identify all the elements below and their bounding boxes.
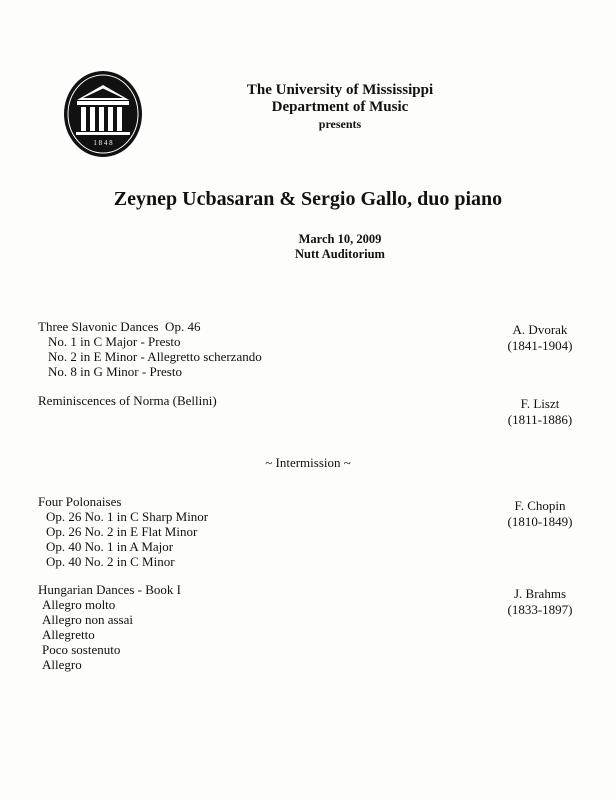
movement: Poco sostenuto xyxy=(42,642,121,657)
movement: Allegro molto xyxy=(42,597,116,612)
movement: Allegro xyxy=(42,657,82,672)
movement: Op. 40 No. 2 in C Minor xyxy=(46,554,175,569)
department-name: Department of Music xyxy=(271,99,409,115)
program-work-chopin xyxy=(38,494,208,569)
work-title: Hungarian Dances - Book I xyxy=(38,582,181,597)
movement: Allegro non assai xyxy=(42,612,133,627)
composer-name: F. Chopin xyxy=(514,498,566,513)
movement: Op. 26 No. 1 in C Sharp Minor xyxy=(46,509,209,524)
university-seal xyxy=(63,70,143,158)
composer-liszt xyxy=(470,396,610,428)
work-title: Reminiscences of Norma (Bellini) xyxy=(38,393,217,408)
program-work-brahms xyxy=(38,582,181,672)
movement: Op. 26 No. 2 in E Flat Minor xyxy=(46,524,198,539)
composer-dates: (1833-1897) xyxy=(507,602,573,617)
program-work-liszt xyxy=(38,393,217,408)
seal-year: 1 8 4 8 xyxy=(93,139,113,147)
composer-dates: (1810-1849) xyxy=(507,514,573,529)
movement: No. 2 in E Minor - Allegretto scherzando xyxy=(48,349,262,364)
program-work-dvorak xyxy=(38,319,262,379)
work-title: Three Slavonic Dances Op. 46 xyxy=(38,319,201,334)
composer-dates: (1811-1886) xyxy=(507,412,573,427)
composer-brahms xyxy=(470,586,610,618)
concert-title: Zeynep Ucbasaran & Sergio Gallo, duo piano xyxy=(113,188,503,210)
composer-dates: (1841-1904) xyxy=(507,338,573,353)
intermission: ~ Intermission ~ xyxy=(265,455,351,470)
composer-dvorak xyxy=(470,322,610,354)
composer-name: J. Brahms xyxy=(514,586,566,601)
movement: Op. 40 No. 1 in A Major xyxy=(46,539,174,554)
work-title: Four Polonaises xyxy=(38,494,122,509)
composer-name: F. Liszt xyxy=(520,396,560,411)
movement: No. 8 in G Minor - Presto xyxy=(48,364,182,379)
composer-chopin xyxy=(470,498,610,530)
university-name: The University of Mississippi xyxy=(246,82,434,98)
composer-name: A. Dvorak xyxy=(512,322,568,337)
movement: No. 1 in C Major - Presto xyxy=(48,334,181,349)
concert-date: March 10, 2009 xyxy=(298,232,382,246)
movement: Allegretto xyxy=(42,627,95,642)
concert-venue: Nutt Auditorium xyxy=(295,247,385,261)
presents-text: presents xyxy=(318,117,362,131)
